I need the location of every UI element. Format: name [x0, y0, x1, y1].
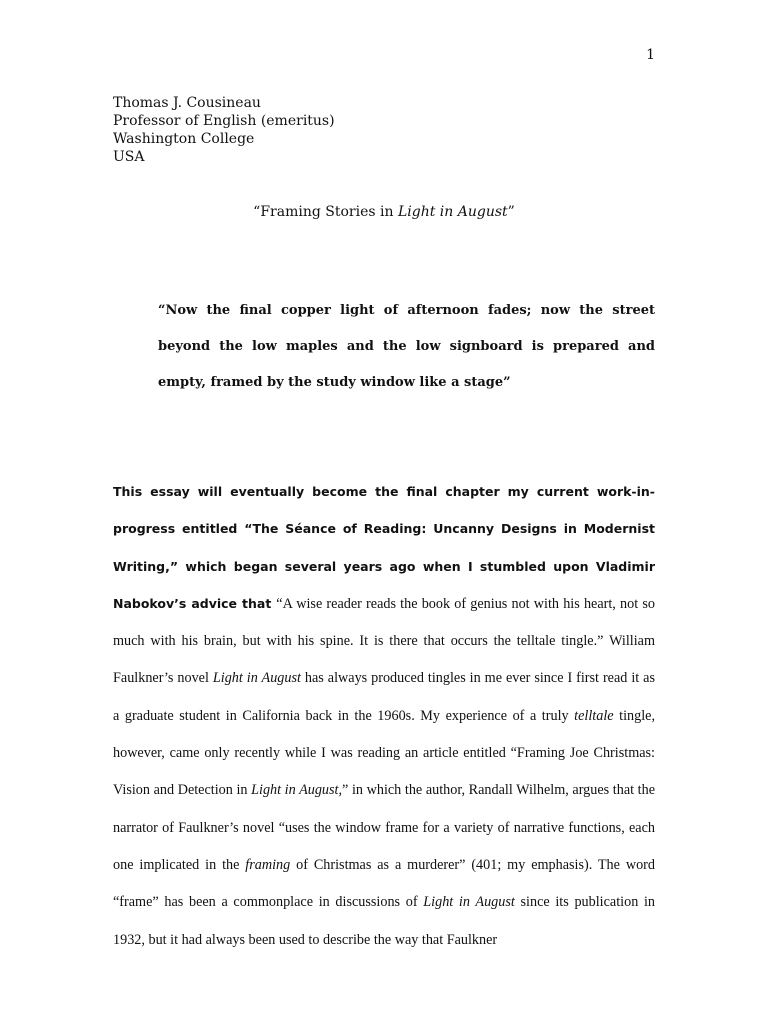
essay-title: [0, 203, 768, 221]
epigraph-quote: “Now the final copper light of afternoon fades; now the street beyond the low maples and the low signboard is prepared and empty, framed by the study window like a stage”: [158, 303, 655, 390]
body-bold-intro: This essay will eventually become the final chapter my current work-in-progress entitled “The Séance of Reading: Uncanny Designs in Modernist Writing,” which began several years ago when I stumbled upon Vladimir Nabokov’s advice that: [113, 484, 655, 611]
body-text-a: “A wise reader reads the book of genius not with his heart, not so much with his brain, but with his spine. It is there that occurs the telltale tingle.” William Faulkner’s novel: [113, 595, 655, 687]
body-italic-2: telltale: [574, 707, 614, 724]
body-text-b: has always produced tingles in me ever since I first read it as a graduate student in California back in the 1960s. My experience of a truly: [113, 670, 655, 724]
title-italic: Light in August: [397, 204, 508, 220]
title-prefix: “Framing Stories in: [253, 204, 398, 220]
body-text-d: ,” in which the author, Randall Wilhelm, argues that the narrator of Faulkner’s novel “uses the window frame for a variety of narrative functions, each one implicated in the: [113, 782, 655, 873]
author-country: USA: [113, 149, 145, 165]
body-text-c: tingle, however, came only recently while I was reading an article entitled “Framing Joe Christmas: Vision and Detection in: [113, 707, 655, 799]
author-institution: Washington College: [113, 131, 255, 147]
author-block: [113, 94, 335, 166]
body-italic-3: Light in August: [251, 782, 339, 799]
body-italic-5: Light in August: [423, 894, 515, 911]
body-text-f: since its publication in 1932, but it had always been used to describe the way that Faulkner: [113, 894, 656, 948]
page-number: 1: [646, 47, 655, 63]
body-text-e: of Christmas as a murderer” (401; my emphasis). The word “frame” has been a commonplace in discussions of: [113, 856, 655, 911]
body-italic-1: Light in August: [212, 670, 301, 687]
body-italic-4: framing: [245, 856, 291, 873]
body-paragraph: [113, 474, 655, 959]
author-position: Professor of English (emeritus): [113, 113, 335, 129]
author-name: Thomas J. Cousineau: [113, 95, 261, 111]
title-suffix: ”: [507, 204, 515, 220]
